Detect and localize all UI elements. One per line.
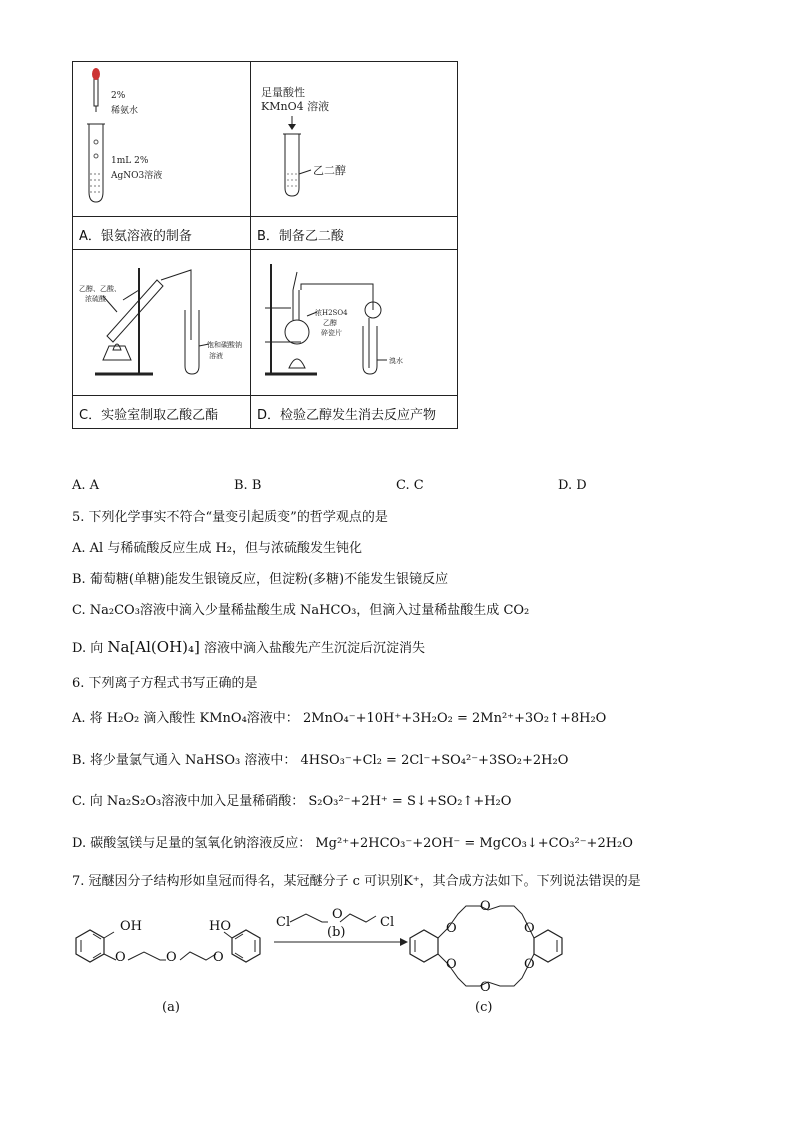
q4-apparatus-table (72, 61, 458, 429)
cell-d-caption (251, 396, 458, 429)
label-o-c6: O (480, 980, 491, 995)
q5-option-b: B. 葡萄糖(单糖)能发生银镜反应，但淀粉(多糖)不能发生银镜反应 (72, 572, 449, 587)
q4-option-c: C. C (396, 478, 424, 493)
q6-option-b (72, 752, 568, 770)
label-c: (c) (475, 1000, 493, 1015)
label-o-b: O (332, 907, 343, 922)
q4-option-b: B. B (234, 478, 262, 493)
label-ethanol-acetic-acid: 乙醇、乙酸、 (79, 285, 121, 293)
q6-a-h2o2: H₂O₂ (106, 711, 140, 726)
q5-d-formula: Na[Al(OH)₄] (107, 638, 200, 656)
label-conc-sulfuric: 浓硫酸 (85, 295, 106, 303)
q5-d-prefix: D. 向 (72, 641, 104, 656)
q6-a-mid2: 溶液中： (246, 711, 299, 726)
q4-option-a: A. A (72, 478, 100, 493)
label-dilute-ammonia: 稀氨水 (111, 106, 139, 116)
q6-b-equation: 4HSO₃⁻+Cl₂ = 2Cl⁻+SO₄²⁻+3SO₂+2H₂O (300, 753, 569, 768)
label-o-c1: O (446, 921, 457, 936)
benzene-ring-c-left (410, 930, 438, 962)
ethylene-glycol-tube-figure (251, 62, 457, 216)
q5-option-d (72, 638, 425, 658)
label-o-c4: O (524, 957, 535, 972)
cell-b-caption (251, 217, 458, 250)
caption-b: B．制备乙二酸 (257, 229, 344, 244)
q6-b-prefix: B. 将少量氯气通入 NaHSO₃ 溶液中： (72, 753, 297, 768)
q6-a-mid: 滴入酸性 (143, 711, 196, 726)
label-cl-right: Cl (380, 915, 395, 930)
caption-d: D．检验乙醇发生消去反应产物 (257, 408, 437, 423)
label-conc-h2so4: 浓H2SO4 (315, 309, 348, 317)
q5-option-c: C. Na₂CO₃溶液中滴入少量稀盐酸生成 NaHCO₃，但滴入过量稀盐酸生成 CO₂ (72, 603, 530, 618)
q6-a-kmno4: KMnO₄ (199, 711, 247, 726)
q6-c-equation: S₂O₃²⁻+2H⁺ = S↓+SO₂↑+H₂O (308, 794, 512, 809)
q6-option-c (72, 793, 511, 811)
q6-a-prefix: A. 将 (72, 711, 103, 726)
label-a: (a) (162, 1000, 180, 1015)
label-2pct: 2% (111, 91, 126, 101)
cell-c-caption (73, 396, 251, 429)
label-o-c2: O (446, 957, 457, 972)
label-sat-sodium-carbonate: 饱和碳酸钠 (207, 341, 242, 349)
elimination-apparatus-figure (251, 250, 457, 395)
q6-d-equation: Mg²⁺+2HCO₃⁻+2OH⁻ = MgCO₃↓+CO₃²⁻+2H₂O (315, 836, 633, 851)
q6-a-equation: 2MnO₄⁻+10H⁺+3H₂O₂ = 2Mn²⁺+3O₂↑+8H₂O (302, 711, 607, 726)
q6-d-prefix: D. 碳酸氢镁与足量的氢氧化钠溶液反应： (72, 836, 312, 851)
label-o-c3: O (524, 921, 535, 936)
label-bromine-water: 溴水 (389, 357, 403, 365)
q6-option-d (72, 835, 633, 853)
benzene-ring-c-right (534, 930, 562, 962)
label-o-c5: O (480, 899, 491, 914)
q5-option-a: A. Al 与稀硫酸反应生成 H₂，但与浓硫酸发生钝化 (72, 541, 363, 556)
label-o-a2: O (166, 950, 177, 965)
label-o-a3: O (213, 950, 224, 965)
q4-option-d: D. D (558, 478, 587, 493)
q5-d-suffix: 溶液中滴入盐酸先产生沉淀后沉淀消失 (204, 641, 426, 656)
cell-c-image (73, 250, 251, 396)
benzene-ring-a-right (232, 930, 260, 962)
label-ethylene-glycol: 乙二醇 (313, 164, 346, 177)
ethyl-acetate-apparatus-figure (73, 250, 250, 395)
q7-stem: 7. 冠醚因分子结构形如皇冠而得名，某冠醚分子 c 可识别K⁺，其合成方法如下。下列说法错误的是 (72, 874, 641, 889)
label-o-a1: O (115, 950, 126, 965)
cell-a-caption (73, 217, 251, 250)
label-agno3-solution: AgNO3溶液 (111, 171, 163, 181)
label-1ml-2pct: 1mL 2% (111, 156, 149, 166)
cell-a-image (73, 62, 251, 217)
label-ho: HO (209, 919, 231, 934)
caption-c: C．实验室制取乙酸乙酯 (79, 408, 219, 423)
cell-d-image (251, 250, 458, 396)
silver-ammonia-apparatus-figure (73, 62, 250, 216)
label-cl-left: Cl (276, 915, 291, 930)
label-solution: 溶液 (209, 352, 223, 360)
label-ethanol: 乙醇 (323, 319, 337, 327)
cell-b-image (251, 62, 458, 217)
q6-c-na2s2o3: Na₂S₂O₃ (106, 794, 162, 809)
q6-c-prefix: C. 向 (72, 794, 103, 809)
label-kmno4-solution: KMnO4 溶液 (261, 100, 330, 113)
label-porcelain-chips: 碎瓷片 (321, 329, 342, 337)
caption-a: A．银氨溶液的制备 (79, 229, 192, 244)
benzene-ring-a-left (76, 930, 104, 962)
q6-stem: 6. 下列离子方程式书写正确的是 (72, 676, 258, 691)
q6-c-mid: 溶液中加入足量稀硝酸： (161, 794, 305, 809)
q6-option-a (72, 710, 606, 728)
label-excess-acidic: 足量酸性 (261, 86, 305, 99)
label-oh: OH (120, 919, 142, 934)
label-b: (b) (327, 925, 346, 940)
q5-stem: 5. 下列化学事实不符合“量变引起质变”的哲学观点的是 (72, 510, 388, 525)
crown-ether-synthesis-scheme (66, 896, 586, 1020)
